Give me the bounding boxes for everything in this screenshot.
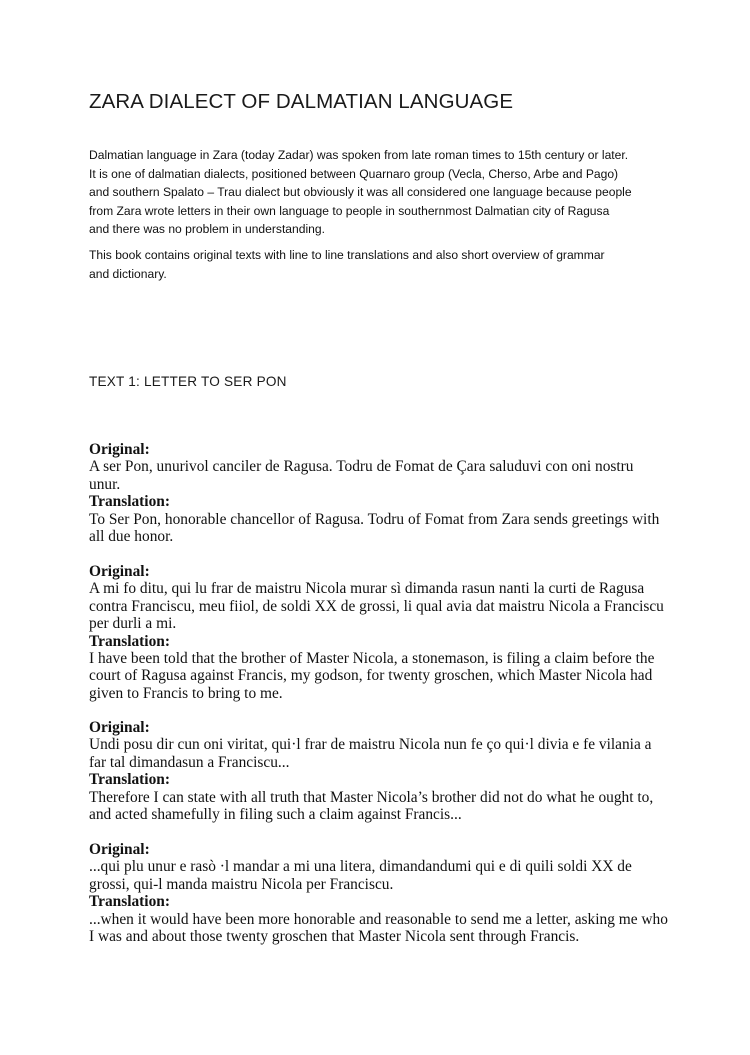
- translation-label: Translation:: [89, 632, 170, 650]
- section-heading: TEXT 1: LETTER TO SER PON: [89, 374, 287, 389]
- translation-label: Translation:: [89, 771, 170, 789]
- intro-line: and dictionary.: [89, 266, 167, 281]
- translation-line: To Ser Pon, honorable chancellor of Ragusa. Todru of Fomat from Zara sends greetings with: [89, 510, 660, 528]
- original-line: ...qui plu unur e rasò ·l mandar a mi una litera, dimandandumi qui e di quili soldi XX de: [89, 858, 632, 876]
- translation-line: and acted shamefully in filing such a claim against Francis...: [89, 806, 462, 824]
- intro-line: from Zara wrote letters in their own language to people in southernmost Dalmatian city of Ragusa: [89, 203, 610, 218]
- translation-label: Translation:: [89, 493, 170, 511]
- intro-line: and there was no problem in understanding.: [89, 222, 325, 237]
- original-label: Original:: [89, 441, 150, 458]
- translation-line: given to Francis to bring to me.: [89, 684, 283, 702]
- translation-line: I have been told that the brother of Master Nicola, a stonemason, is filing a claim before the: [89, 650, 655, 668]
- original-label: Original:: [89, 719, 150, 736]
- document-title: ZARA DIALECT OF DALMATIAN LANGUAGE: [89, 90, 514, 113]
- translation-line: ...when it would have been more honorable and reasonable to send me a letter, asking me who: [89, 910, 668, 928]
- text-block: [89, 841, 679, 945]
- intro-section: [89, 146, 679, 283]
- original-line: per durli a mi.: [89, 615, 177, 633]
- translation-line: all due honor.: [89, 528, 174, 546]
- original-line: grossi, qui-l manda maistru Nicola per Franciscu.: [89, 875, 394, 893]
- intro-line: This book contains original texts with line to line translations and also short overview of grammar: [89, 247, 605, 262]
- original-label: Original:: [89, 841, 150, 858]
- original-line: far tal dimandasun a Franciscu...: [89, 753, 290, 771]
- original-line: unur.: [89, 475, 121, 493]
- text-block: [89, 441, 679, 545]
- translation-line: I was and about those twenty groschen that Master Nicola sent through Francis.: [89, 928, 580, 946]
- translation-label: Translation:: [89, 893, 170, 911]
- intro-line: Dalmatian language in Zara (today Zadar) was spoken from late roman times to 15th century or later.: [89, 148, 629, 162]
- original-line: A ser Pon, unurivol canciler de Ragusa. Todru de Fomat de Çara saluduvi con oni nostru: [89, 458, 634, 476]
- text-block: [89, 719, 679, 823]
- translation-line: court of Ragusa against Francis, my godson, for twenty groschen, which Master Nicola had: [89, 667, 653, 685]
- original-line: A mi fo ditu, qui lu frar de maistru Nicola murar sì dimanda rasun nanti la curti de Ragusa: [89, 580, 645, 598]
- original-line: Undi posu dir cun oni viritat, qui·l frar de maistru Nicola nun fe ço qui·l divia e fe vilania a: [89, 736, 652, 754]
- intro-line: It is one of dalmatian dialects, positioned between Quarnaro group (Vecla, Cherso, Arbe and Pago): [89, 166, 619, 181]
- intro-line: and southern Spalato – Trau dialect but obviously it was all considered one language because people: [89, 185, 632, 200]
- original-label: Original:: [89, 563, 150, 580]
- original-line: contra Franciscu, meu fiiol, de soldi XX de grossi, li qual avia dat maistru Nicola a Franciscu: [89, 597, 664, 615]
- translation-line: Therefore I can state with all truth that Master Nicola’s brother did not do what he ought to,: [89, 788, 654, 806]
- text-block: [89, 563, 679, 702]
